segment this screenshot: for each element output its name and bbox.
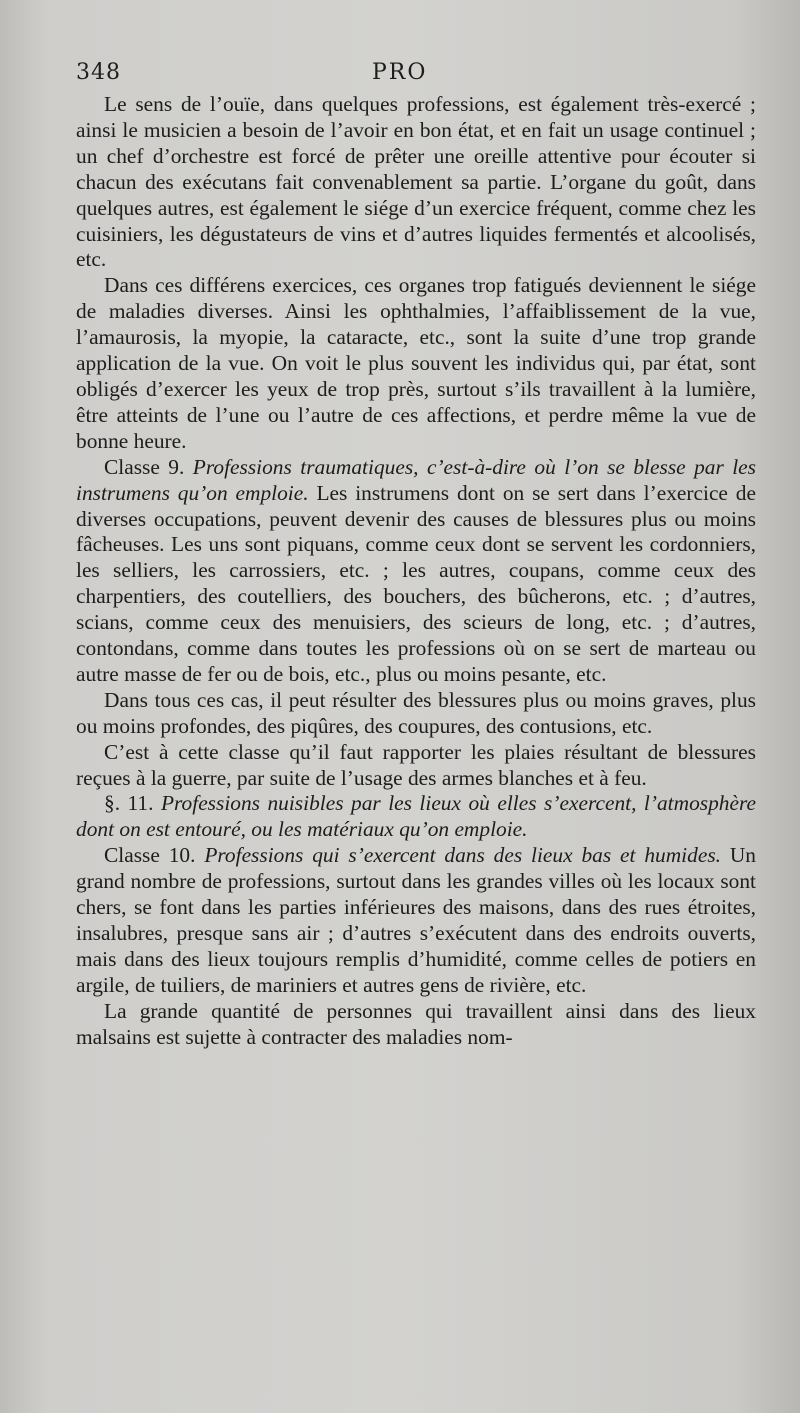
- paragraph-section-11: [76, 791, 756, 843]
- body-text: [76, 92, 756, 1051]
- classe-10-lead: Classe 10.: [104, 843, 205, 868]
- section-11-lead: §. 11.: [104, 791, 161, 816]
- classe-10-body: Un grand nombre de professions, surtout dans les grandes villes où les locaux sont chers, se font dans les parties inférieures des maisons, dans des rues étroites, insalubres, presque sans air ; d’autres s’exécutent dans des endroits ouverts, mais dans des lieux toujours remplis d’humidité, comme celles de potiers en argile, de tuiliers, de mariniers et autres gens de rivière, etc.: [76, 843, 757, 997]
- classe-9-body: Les instrumens dont on se sert dans l’exercice de diverses occupations, peuvent devenir des causes de blessures plus ou moins fâcheuses. Les uns sont piquans, comme ceux dont se servent les cordonniers, les selliers, les carrossiers, etc. ; les autres, coupans, comme ceux des charpentiers, des coutelliers, des bouchers, des bûcherons, etc. ; d’autres, scians, comme ceux des menuisiers, des scieurs de long, etc. ; d’autres, contondans, comme dans toutes les professions où on se sert de marteau ou autre masse de fer ou de bois, etc., plus ou moins pesante, etc.: [76, 480, 756, 686]
- page-header: [76, 60, 756, 92]
- running-head: PRO: [372, 60, 428, 85]
- paragraph-senses: Le sens de l’ouïe, dans quelques professions, est également très-exercé ; ainsi le musicien a besoin de l’avoir en bon état, et en fait un usage continuel ; un chef d’orchestre est forcé de prêter une oreille attentive pour écouter si chacun des exécutans fait convenablement sa partie. L’organe du goût, dans quelques autres, est également le siége d’un exercice fréquent, comme chez les cuisiniers, les dégustateurs de vins et d’autres liquides fermentés et alcoolisés, etc.: [76, 92, 756, 272]
- paragraph-classe-9: [76, 455, 756, 688]
- classe-10-title: Professions qui s’exercent dans des lieux bas et humides.: [204, 843, 721, 868]
- paragraph-classe-10: [76, 843, 756, 998]
- page-number: 348: [76, 60, 121, 85]
- paragraph-war: C’est à cette classe qu’il faut rapporter les plaies résultant de blessures reçues à la guerre, par suite de l’usage des armes blanches et à feu.: [76, 739, 756, 790]
- paragraph-unhealthy-places: La grande quantité de personnes qui travaillent ainsi dans des lieux malsains est sujette à contracter des maladies nom-: [76, 998, 756, 1049]
- classe-9-lead: Classe 9.: [104, 454, 193, 479]
- classe-9-title: Professions traumatiques, c’est-à-dire où l’on se blesse par les instrumens qu’on emploie.: [76, 454, 756, 505]
- paragraph-organs: Dans ces différens exercices, ces organes trop fatigués deviennent le siége de maladies diverses. Ainsi les ophthalmies, l’affaiblissement de la vue, l’amaurosis, la myopie, la cataracte, etc., sont la suite d’une trop grande application de la vue. On voit le plus souvent les individus qui, par état, sont obligés d’exercer les yeux de trop près, surtout s’ils travaillent à la lumière, être atteints de l’une ou l’autre de ces affections, et perdre même la vue de bonne heure.: [76, 273, 756, 453]
- section-11-title: Professions nuisibles par les lieux où elles s’exercent, l’atmosphère dont on est entouré, ou les matériaux qu’on emploie.: [76, 791, 757, 842]
- paragraph-wounds: Dans tous ces cas, il peut résulter des blessures plus ou moins graves, plus ou moins profondes, des piqûres, des coupures, des contusions, etc.: [76, 687, 756, 738]
